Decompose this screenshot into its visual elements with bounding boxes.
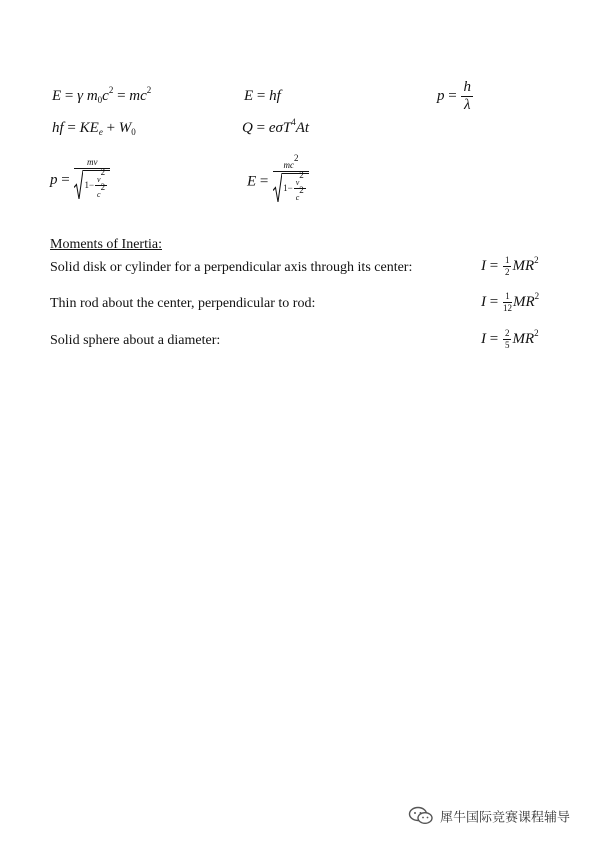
sqrt-symbol: 1 − $\frac{v^2}{c^2}$ <box>273 173 309 202</box>
footer-text: 犀牛国际竞赛课程辅导 <box>440 810 571 826</box>
inertia-formula-sphere: I = $\frac{2}{5}$ $MR^2$ <box>481 327 539 350</box>
wechat-icon <box>408 806 434 830</box>
formula-de-broglie-momentum: p = $\frac{h}{\lambda}$ <box>437 79 471 113</box>
fraction: mv 1 − $\frac{v^2}{c^2}$ <box>74 158 110 203</box>
section-heading-moments-of-inertia: Moments of Inertia: <box>50 237 162 252</box>
sqrt-symbol: 1 − $\frac{v^2}{c^2}$ <box>74 170 110 199</box>
formula-relativistic-energy: E = γ $m_0c^2 = mc^2$ <box>52 85 152 105</box>
formula-relativistic-momentum: p = mv 1 − $\frac{v^2}{c^2}$ <box>50 158 111 203</box>
fraction: $mc^2$ 1 − $\frac{v^2}{c^2}$ <box>273 158 309 206</box>
formula-radiation: Q = eσT$^4$At <box>242 117 310 136</box>
fraction: $\frac{h}{\lambda}$ <box>463 79 471 113</box>
inertia-formula-rod: I = $\frac{1}{12}$ $MR^2$ <box>481 290 540 313</box>
footer-watermark <box>408 806 570 830</box>
inertia-label-rod: Thin rod about the center, perpendicular to rod: <box>50 296 316 311</box>
formula-relativistic-energy-root: E = $mc^2$ 1 − $\frac{v^2}{c^2}$ <box>247 158 310 206</box>
inertia-label-disk: Solid disk or cylinder for a perpendicular axis through its center: <box>50 260 413 275</box>
inertia-label-sphere: Solid sphere about a diameter: <box>50 333 221 348</box>
inertia-formula-disk: I = $\frac{1}{2}$ $MR^2$ <box>481 254 539 277</box>
formula-photoelectric: hf = $KE_e + W_0$ <box>52 120 136 137</box>
formula-photon-energy: E = hf <box>244 88 281 104</box>
